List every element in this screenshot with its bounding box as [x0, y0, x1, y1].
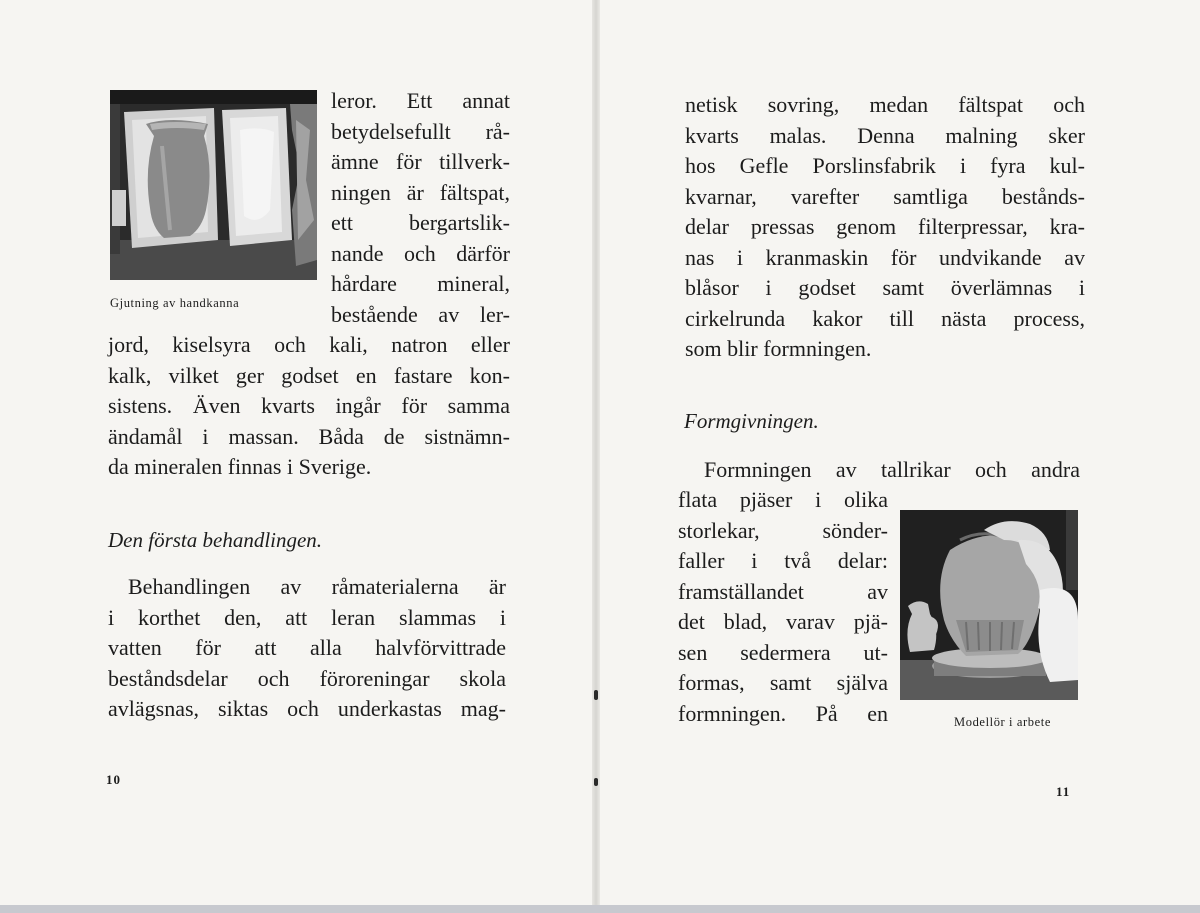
right-page [600, 0, 1200, 913]
text-line: kvarts malas. Denna malning sker [685, 122, 1085, 148]
text-line: det blad, varav pjä- [678, 609, 888, 634]
text-line: da mineralen finnas i Sverige. [108, 454, 372, 479]
text-line: kalk, vilket ger godset en fastare kon- [108, 362, 510, 388]
text-line: ämne för tillverk- [331, 149, 510, 174]
text-line: i korthet den, att leran slammas i [108, 604, 506, 630]
text-line: nande och därför [331, 240, 510, 266]
text-line: Behandlingen av råmaterialerna är [128, 574, 506, 599]
text-line: som blir formningen. [685, 336, 872, 361]
page-bottom-edge [0, 905, 1200, 913]
text-line: Formningen av tallrikar och andra [704, 457, 1080, 482]
text-line: netisk sovring, medan fältspat och [685, 92, 1085, 117]
gutter-mark [594, 690, 598, 700]
text-line: avlägsnas, siktas och underkastas mag- [108, 696, 506, 721]
left-page [0, 0, 592, 913]
section-heading-right: Formgivningen. [684, 409, 819, 433]
text-line: leror. Ett annat [331, 88, 510, 113]
text-line: hos Gefle Porslinsfabrik i fyra kul- [685, 153, 1085, 178]
casting-jug-image [110, 90, 317, 280]
page-number-left: 10 [106, 772, 121, 787]
section-heading-left: Den första behandlingen. [108, 528, 323, 552]
photo-caption-right: Modellör i arbete [954, 715, 1051, 729]
text-line: framställandet av [678, 578, 888, 604]
text-line: vatten för att alla halvförvittrade [108, 635, 506, 660]
text-line: sen sedermera ut- [678, 639, 888, 665]
gutter-mark [594, 778, 598, 786]
book-gutter [592, 0, 600, 913]
paragraph-left [108, 572, 506, 725]
text-line: betydelsefullt rå- [331, 118, 510, 144]
text-line: kvarnar, varefter samtliga bestånds- [685, 183, 1085, 209]
text-line: ändamål i massan. Båda de sistnämn- [108, 423, 510, 449]
text-line: ningen är fältspat, [331, 179, 510, 205]
body-text-right [685, 90, 1085, 365]
text-line: cirkelrunda kakor till nästa process, [685, 305, 1085, 331]
text-line: ett bergartslik- [331, 210, 510, 235]
text-line: beståndsdelar och föroreningar skola [108, 665, 506, 691]
text-line: delar pressas genom filterpressar, kra- [685, 214, 1085, 239]
photo-caption-left: Gjutning av handkanna [110, 296, 240, 310]
text-line: jord, kiselsyra och kali, natron eller [108, 332, 510, 357]
text-line: formningen. På en [678, 700, 888, 726]
text-line: bestående av ler- [331, 301, 510, 327]
photo-casting-jug [110, 90, 317, 280]
text-line: faller i två delar: [678, 548, 888, 573]
paragraph-right-first [704, 455, 1080, 486]
text-line: hårdare mineral, [331, 271, 510, 296]
photo-modeller [900, 510, 1078, 700]
page-number-right: 11 [1056, 784, 1071, 799]
text-line: sistens. Även kvarts ingår för samma [108, 393, 510, 418]
modeller-image [900, 510, 1078, 700]
body-text-left [108, 330, 510, 483]
wrap-text-right [678, 485, 888, 729]
text-line: formas, samt själva [678, 670, 888, 695]
text-line: storlekar, sönder- [678, 517, 888, 543]
text-line: blåsor i godset samt överlämnas i [685, 275, 1085, 300]
wrap-text-left [331, 86, 510, 330]
text-line: nas i kranmaskin för undvikande av [685, 244, 1085, 270]
text-line: flata pjäser i olika [678, 487, 888, 512]
